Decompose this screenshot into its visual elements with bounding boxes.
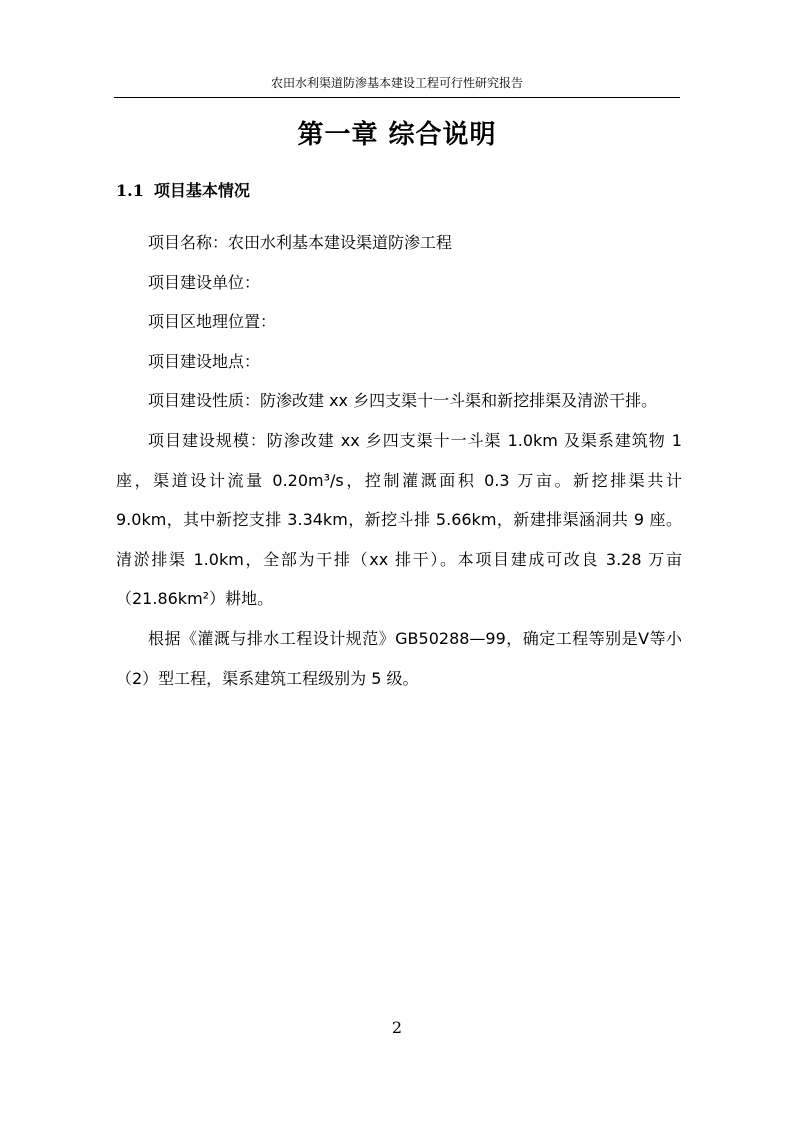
paragraph-project-name: 项目名称：农田水利基本建设渠道防渗工程 — [148, 233, 453, 252]
paragraph-construction-site: 项目建设地点： — [148, 351, 261, 371]
chapter-title: 第一章 综合说明 — [297, 120, 497, 150]
section-number: 1.1 — [116, 181, 144, 200]
paragraph-design-standard: 根据《灌溉与排水工程设计规范》GB50288—99，确定工程等别是Ⅴ等小（2）型工程，渠系建筑工程级别为 5 级。 — [116, 628, 682, 688]
running-header: 农田水利渠道防渗基本建设工程可行性研究报告 — [114, 74, 680, 98]
page-number: 2 — [391, 1018, 403, 1037]
paragraph-construction-scale: 项目建设规模：防渗改建 xx 乡四支渠十一斗渠 1.0km 及渠系建筑物 1 座，渠道设计流量 0.20m³/s，控制灌溉面积 0.3 万亩。新挖排渠共计 9.0km，其中新挖支排 3.34km，新挖斗排 5.66km，新建排渠涵洞共 9 座。清淤排渠 1.0km，全部为干排（xx 排干）。本项目建成可改良 3.28 万亩（21.86km²）耕地。 — [116, 430, 682, 609]
paragraph-construction-unit: 项目建设单位： — [148, 272, 261, 292]
paragraph-construction-nature: 项目建设性质：防渗改建 xx 乡四支渠十一斗渠和新挖排渠及清淤干排。 — [148, 391, 658, 411]
paragraph-geographic-location: 项目区地理位置： — [148, 312, 277, 332]
body-text — [116, 223, 682, 698]
section-title: 项目基本情况 — [153, 181, 250, 200]
section-heading — [116, 178, 250, 201]
